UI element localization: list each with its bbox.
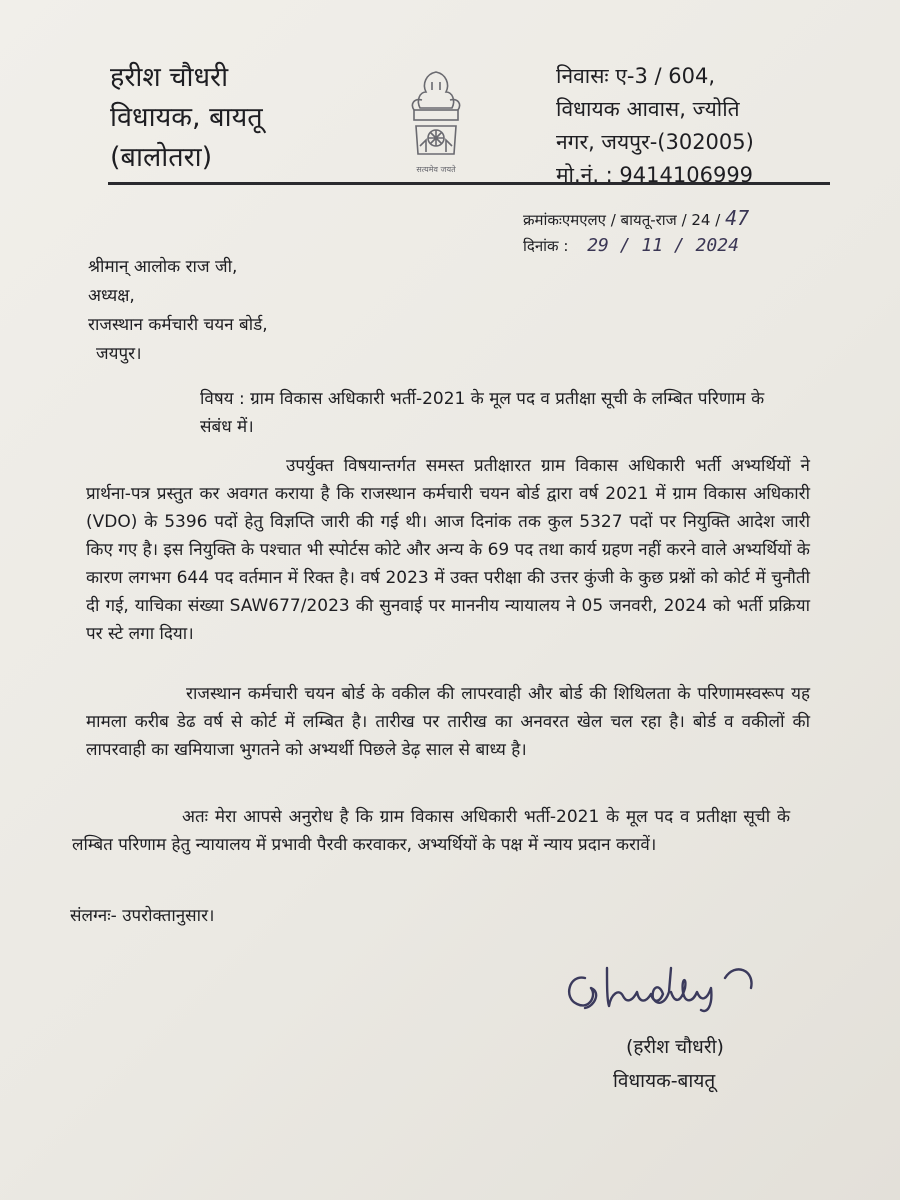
addressee-line-1: श्रीमान् आलोक राज जी, <box>88 257 238 277</box>
reference-number-handwritten: 47 <box>725 206 750 230</box>
body-paragraph-3: अतः मेरा आपसे अनुरोध है कि ग्राम विकास अधिकारी भर्ती-2021 के मूल पद व प्रतीक्षा सूची के लम्बित परिणाम हेतु न्यायालय में प्रभावी पैरवी करवाकर, अभ्यर्थियों के पक्ष में न्याय प्रदान करावें। <box>72 807 790 855</box>
address-line-1: निवासः ए-3 / 604, <box>556 64 716 88</box>
mobile-number: मो.नं. : 9414106999 <box>556 163 754 187</box>
header-divider <box>108 182 830 185</box>
letterhead-sender <box>110 58 263 178</box>
signatory-name: (हरीश चौधरी) <box>626 1036 724 1058</box>
reference-block <box>523 205 749 259</box>
sender-name: हरीश चौधरी <box>110 62 229 93</box>
national-emblem <box>392 62 480 182</box>
date-label: दिनांक : <box>523 237 569 255</box>
date-handwritten: 29 / 11 / 2024 <box>587 235 739 256</box>
subject-line: विषय : ग्राम विकास अधिकारी भर्ती-2021 के मूल पद व प्रतीक्षा सूची के लम्बित परिणाम के संबंध में। <box>200 389 765 437</box>
address-line-2: विधायक आवास, ज्योति <box>556 97 740 121</box>
reference-number-label: क्रमांकःएमएलए / बायतू-राज / 24 / <box>523 211 721 229</box>
body-paragraph-2: राजस्थान कर्मचारी चयन बोर्ड के वकील की लापरवाही और बोर्ड की शिथिलता के परिणामस्वरूप यह मामला करीब डेढ वर्ष से कोर्ट में लम्बित है। तारीख पर तारीख का अनवरत खेल चल रहा है। बोर्ड व वकीलों की लापरवाही का खमियाजा भुगतने को अभ्यर्थी पिछले डेढ़ साल से बाध्य है। <box>86 684 810 760</box>
address-line-3: नगर, जयपुर-(302005) <box>556 130 754 154</box>
addressee-line-4: जयपुर। <box>96 344 142 364</box>
sender-constituency: (बालोतरा) <box>110 142 213 173</box>
signatory-designation: विधायक-बायतू <box>613 1070 716 1092</box>
letterhead-address <box>556 60 754 192</box>
emblem-motto: सत्यमेव जयते <box>416 165 456 174</box>
addressee-line-3: राजस्थान कर्मचारी चयन बोर्ड, <box>88 315 268 335</box>
enclosure-note: संलग्नः- उपरोक्तानुसार। <box>70 906 215 926</box>
addressee-line-2: अध्यक्ष, <box>88 286 135 306</box>
handwritten-signature <box>555 948 785 1018</box>
addressee-block <box>88 253 268 369</box>
signatory-block <box>613 1030 724 1098</box>
body-paragraph-1: उपर्युक्त विषयान्तर्गत समस्त प्रतीक्षारत ग्राम विकास अधिकारी भर्ती अभ्यर्थियों ने प्रार्थना-पत्र प्रस्तुत कर अवगत कराया है कि राजस्थान कर्मचारी चयन बोर्ड द्वारा वर्ष 2021 में ग्राम विकास अधिकारी (VDO) के 5396 पदों हेतु विज्ञप्ति जारी की गई थी। आज दिनांक तक कुल 5327 पदों पर नियुक्ति आदेश जारी किए गए है। इस नियुक्ति के पश्चात भी स्पोर्टस कोटे और अन्य के 69 पद तथा कार्य ग्रहण नहीं करने वाले अभ्यर्थियों के कारण लगभग 644 पद वर्तमान में रिक्त है। वर्ष 2023 में उक्त परीक्षा की उत्तर कुंजी के कुछ प्रश्नों को कोर्ट में चुनौती दी गई, याचिका संख्या SAW677/2023 की सुनवाई पर माननीय न्यायालय ने 05 जनवरी, 2024 को भर्ती प्रक्रिया पर स्टे लगा दिया। <box>86 456 810 644</box>
sender-designation: विधायक, बायतू <box>110 102 263 133</box>
